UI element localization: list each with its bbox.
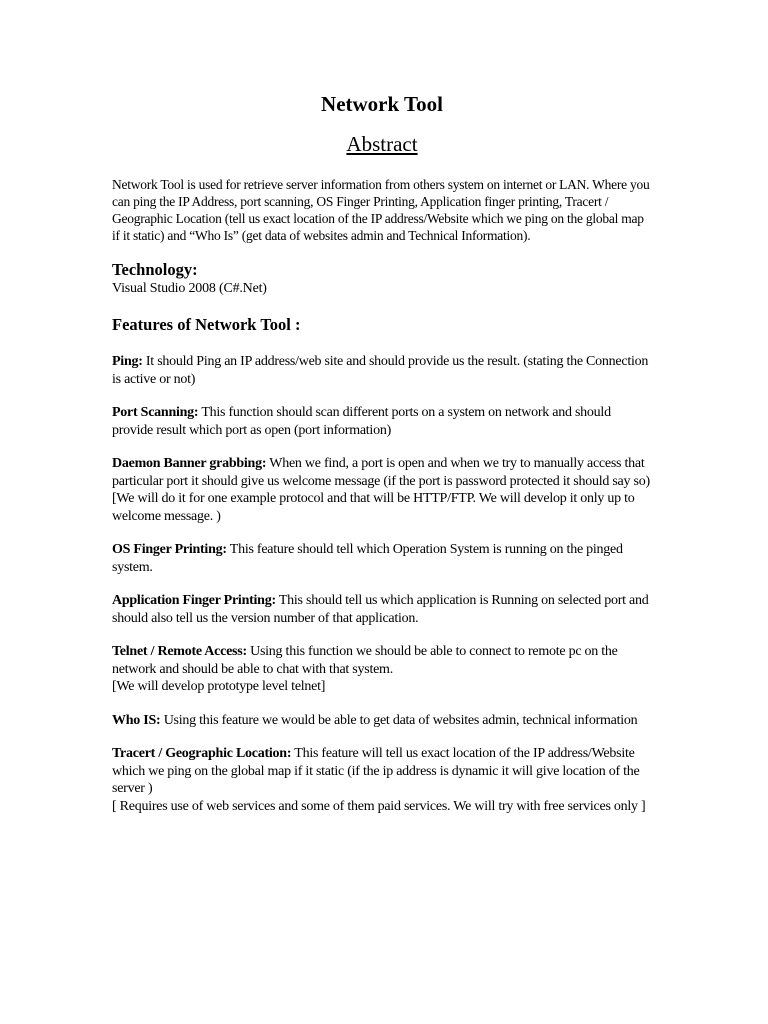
feature-name: Port Scanning: xyxy=(112,405,199,420)
feature-note: [We will develop prototype level telnet] xyxy=(112,679,326,694)
feature-description: When we find, a port is open and when we try to manually access that particular port it should give us welcome message (if the port is password protected it should say so) xyxy=(112,456,650,489)
feature-name: OS Finger Printing: xyxy=(112,542,227,557)
feature-tracert-geographic-location xyxy=(112,745,652,815)
feature-port-scanning xyxy=(112,404,652,439)
feature-name: Who IS: xyxy=(112,712,161,728)
feature-description: This function should scan different ports on a system on network and should provide result which port as open (port information) xyxy=(112,405,611,438)
feature-daemon-banner-grabbing xyxy=(112,455,652,525)
feature-telnet-remote-access xyxy=(112,643,652,696)
feature-note: [ Requires use of web services and some of them paid services. We will try with free services only ] xyxy=(112,798,646,814)
feature-name: Ping: xyxy=(112,354,143,369)
feature-who-is xyxy=(112,712,652,730)
feature-description: Using this function we should be able to connect to remote pc on the network and should be able to chat with that system. xyxy=(112,644,618,677)
document-page xyxy=(112,90,652,815)
feature-description: Using this feature we would be able to get data of websites admin, technical information xyxy=(163,712,638,728)
feature-description: This should tell us which application is Running on selected port and should also tell us the version number of that application. xyxy=(112,593,649,626)
feature-name: Telnet / Remote Access: xyxy=(112,644,247,659)
abstract-paragraph: Network Tool is used for retrieve server information from others system on internet or LAN. Where you can ping the IP Address, port scanning, OS Finger Printing, Application finger printing, Tracert / Geographic Location (tell us exact location of the IP address/Website which we ping on the global map if it static) and “Who Is” (get data of websites admin and Technical Information). xyxy=(112,177,650,243)
feature-os-finger-printing xyxy=(112,541,652,576)
abstract-heading: Abstract xyxy=(346,132,418,156)
feature-name: Tracert / Geographic Location: xyxy=(112,746,292,761)
feature-name: Daemon Banner grabbing: xyxy=(112,456,267,471)
technology-value: Visual Studio 2008 (C#.Net) xyxy=(112,281,267,296)
document-title: Network Tool xyxy=(321,92,443,116)
feature-ping xyxy=(112,353,652,388)
features-heading: Features of Network Tool : xyxy=(112,315,301,334)
feature-application-finger-printing xyxy=(112,592,652,627)
technology-heading: Technology: xyxy=(112,260,198,279)
feature-description: This feature should tell which Operation System is running on the pinged system. xyxy=(112,542,623,575)
feature-description: It should Ping an IP address/web site and should provide us the result. (stating the Connection is active or not) xyxy=(112,354,649,387)
feature-name: Application Finger Printing: xyxy=(112,593,276,608)
feature-list xyxy=(112,353,652,815)
feature-note: [We will do it for one example protocol and that will be HTTP/FTP. We will develop it only up to welcome message. ) xyxy=(112,491,635,524)
feature-description: This feature will tell us exact location of the IP address/Website which we ping on the global map if it static (if the ip address is dynamic it will give location of the server ) xyxy=(112,746,640,796)
